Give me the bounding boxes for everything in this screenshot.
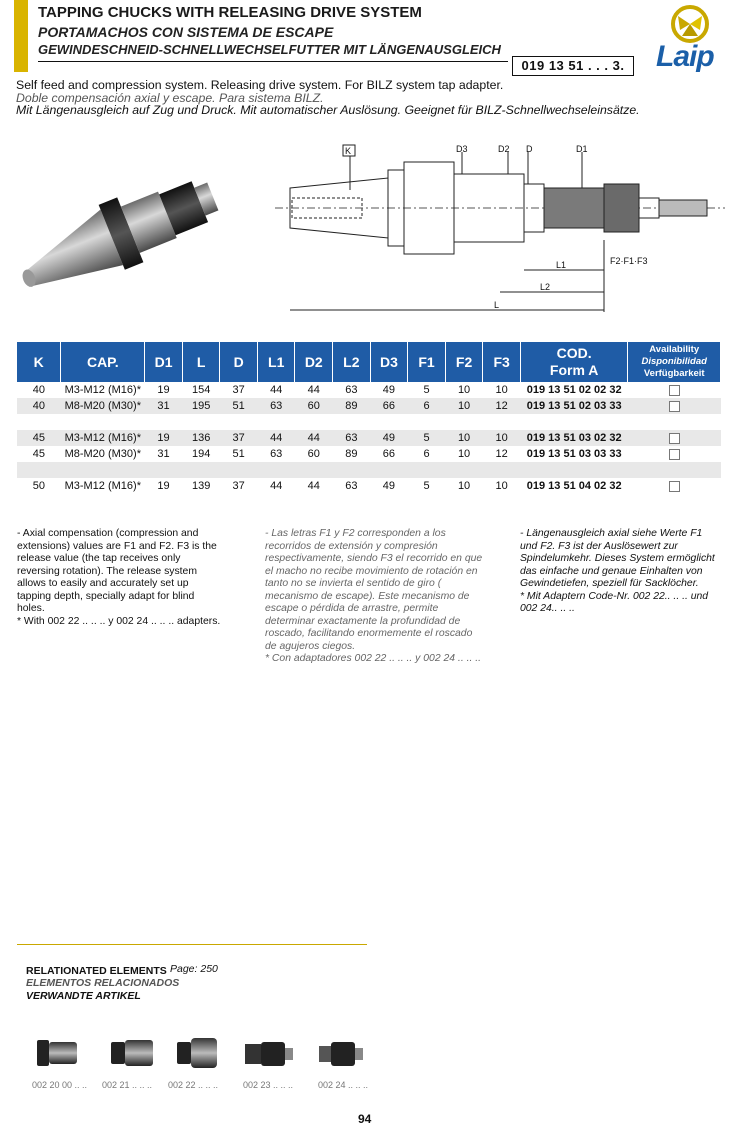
label-d2: D2 — [498, 144, 510, 154]
spacer-cell — [17, 462, 61, 478]
col-f2: F2 — [445, 342, 483, 382]
label-d: D — [526, 144, 533, 154]
cell-d: 37 — [220, 430, 257, 446]
table-row — [17, 382, 721, 398]
spacer-cell — [628, 462, 721, 478]
spacer-cell — [295, 462, 333, 478]
related-title-es: ELEMENTOS RELACIONADOS — [26, 977, 180, 989]
label-l1: L1 — [556, 260, 567, 270]
spacer-cell — [370, 414, 408, 430]
related-item-2-image — [111, 1040, 153, 1066]
related-page-ref: Page: 250 — [170, 963, 218, 975]
title-de: GEWINDESCHNEID-SCHNELLWECHSELFUTTER MIT LÄNGENAUSGLEICH — [38, 42, 501, 57]
cell-d: 37 — [232, 480, 245, 492]
related-item-3-code: 002 22 .. .. .. — [168, 1080, 219, 1090]
col-l2: L2 — [333, 342, 371, 382]
cell-f3: 10 — [495, 480, 508, 492]
cell-cap: M3-M12 (M16)* — [64, 480, 141, 492]
table-row — [17, 478, 721, 494]
col-d: D — [220, 342, 257, 382]
cell-d3: 49 — [382, 384, 396, 396]
spacer-cell — [370, 462, 408, 478]
availability-cell — [628, 478, 721, 494]
cell-f1: 5 — [408, 430, 446, 446]
description-en: Self feed and compression system. Releasing drive system. For BILZ system tap adapter. — [16, 78, 504, 92]
cell-d3: 49 — [370, 430, 408, 446]
related-item-1-image — [37, 1040, 77, 1066]
spacer-cell — [145, 462, 183, 478]
cell-code: 019 13 51 03 02 32 — [520, 430, 628, 446]
spacer-cell — [182, 414, 220, 430]
cell-cap: M3-M12 (M16)* — [64, 384, 141, 396]
label-d3: D3 — [456, 144, 468, 154]
cell-f3: 10 — [495, 384, 508, 396]
cell-d1: 19 — [145, 430, 183, 446]
avail-header-es: Disponibilidad — [641, 356, 707, 367]
cell-f1: 6 — [423, 448, 430, 460]
col-availability — [628, 342, 721, 382]
related-item-4-image — [245, 1042, 293, 1066]
technical-drawing — [270, 140, 730, 320]
spacer-cell — [445, 414, 483, 430]
availability-checkbox[interactable] — [669, 481, 680, 492]
col-f3: F3 — [483, 342, 521, 382]
col-d2: D2 — [295, 342, 333, 382]
spacer-cell — [257, 462, 295, 478]
cell-d3: 66 — [382, 448, 396, 460]
header-rule — [38, 61, 508, 62]
cod-header-line1: COD. — [556, 345, 592, 361]
table-header-row — [17, 342, 721, 382]
notes-es — [265, 528, 485, 666]
availability-checkbox[interactable] — [669, 433, 680, 444]
spacer-cell — [520, 414, 628, 430]
cell-l1: 63 — [257, 398, 295, 414]
col-d1: D1 — [145, 342, 183, 382]
cell-l: 139 — [191, 480, 211, 492]
cell-d: 51 — [220, 398, 257, 414]
spacer-cell — [295, 414, 333, 430]
cell-d2: 44 — [307, 480, 320, 492]
cell-k: 40 — [32, 384, 46, 396]
table-row — [17, 430, 721, 446]
availability-cell — [628, 430, 721, 446]
avail-header-de: Verfügbarkeit — [643, 368, 705, 379]
spacer-cell — [483, 414, 521, 430]
label-l: L — [494, 300, 500, 310]
cell-k: 45 — [32, 448, 46, 460]
cell-f1: 5 — [423, 384, 430, 396]
cell-code: 019 13 51 03 03 33 — [526, 448, 622, 460]
page-number: 94 — [358, 1112, 372, 1126]
table-spacer-row — [17, 462, 721, 478]
series-code: 019 13 51 . . . 3. — [512, 56, 634, 76]
title-es: PORTAMACHOS CON SISTEMA DE ESCAPE — [38, 24, 334, 40]
cell-d1: 31 — [157, 448, 170, 460]
cell-l2: 63 — [333, 430, 371, 446]
table-spacer-row — [17, 414, 721, 430]
cell-d1: 31 — [145, 398, 183, 414]
brand-name: Laip — [656, 40, 714, 73]
availability-cell — [628, 398, 721, 414]
cell-f1: 6 — [408, 398, 446, 414]
related-thumbnails — [35, 1032, 380, 1076]
cell-f2: 10 — [445, 430, 483, 446]
related-rule — [17, 944, 367, 945]
cell-f3: 12 — [483, 398, 521, 414]
cell-d: 37 — [232, 384, 245, 396]
related-item-1-code: 002 20 00 .. .. — [32, 1080, 88, 1090]
notes-en — [17, 528, 222, 628]
availability-checkbox[interactable] — [669, 449, 680, 460]
cell-l: 136 — [182, 430, 220, 446]
cell-d1: 19 — [157, 480, 170, 492]
cell-l: 194 — [191, 448, 211, 460]
spacer-cell — [145, 414, 183, 430]
spacer-cell — [408, 462, 446, 478]
cell-f2: 10 — [457, 384, 471, 396]
cell-l: 195 — [182, 398, 220, 414]
col-l: L — [182, 342, 220, 382]
availability-checkbox[interactable] — [669, 385, 680, 396]
avail-header-en: Availability — [649, 344, 700, 355]
spacer-cell — [257, 414, 295, 430]
spacer-cell — [220, 414, 257, 430]
related-title-en: RELATIONATED ELEMENTS — [26, 965, 167, 977]
cell-d2: 44 — [295, 430, 333, 446]
cell-k: 50 — [32, 480, 46, 492]
notes-en-adapters: * With 002 22 .. .. .. y 002 24 .. .. .. adapters. — [17, 615, 221, 627]
cell-d2: 60 — [295, 398, 333, 414]
cell-f3: 10 — [483, 430, 521, 446]
spacer-cell — [17, 414, 61, 430]
cell-d2: 44 — [307, 384, 320, 396]
availability-checkbox[interactable] — [669, 401, 680, 412]
notes-de — [520, 528, 720, 616]
spacer-cell — [61, 462, 145, 478]
description-de: Mit Längenausgleich auf Zug und Druck. Mit automatischer Auslösung. Geeignet für BILZ-Schnellwechseleinsätze. — [16, 103, 640, 117]
col-k: K — [17, 342, 61, 382]
spacer-cell — [408, 414, 446, 430]
related-item-5-code: 002 24 .. .. .. — [318, 1080, 369, 1090]
related-item-3-image — [177, 1038, 217, 1068]
cell-l1: 63 — [270, 448, 283, 460]
cell-d3: 66 — [370, 398, 408, 414]
spec-table — [17, 342, 721, 494]
col-l1: L1 — [257, 342, 295, 382]
col-f1: F1 — [408, 342, 446, 382]
related-item-2-code: 002 21 .. .. .. — [102, 1080, 153, 1090]
cell-f2: 10 — [445, 398, 483, 414]
spacer-cell — [483, 462, 521, 478]
cell-code: 019 13 51 04 02 32 — [526, 480, 622, 492]
cell-code: 019 13 51 02 03 33 — [520, 398, 628, 414]
spacer-cell — [182, 462, 220, 478]
spacer-cell — [520, 462, 628, 478]
spacer-cell — [333, 462, 371, 478]
cell-d: 51 — [232, 448, 245, 460]
notes-de-text: - Längenausgleich axial siehe Werte F1 und F2. F3 ist der Auslösewert zur Spindelumkehr. Dieses System ermöglicht das einfache und genaue Einhalten von Gewindetiefen, speziell für Sacklöcher. — [520, 528, 715, 589]
col-cap: CAP. — [61, 342, 145, 382]
cell-cap: M8-M20 (M30)* — [64, 448, 141, 460]
related-title-de: VERWANDTE ARTIKEL — [26, 990, 141, 1002]
cell-l1: 44 — [257, 430, 295, 446]
cell-k: 45 — [17, 430, 61, 446]
spacer-cell — [445, 462, 483, 478]
cell-f2: 10 — [457, 448, 471, 460]
cell-k: 40 — [17, 398, 61, 414]
description-es: Doble compensación axial y escape. Para sistema BILZ. — [16, 91, 324, 105]
label-f2f1f3: F2·F1·F3 — [610, 256, 648, 266]
cell-l2: 89 — [345, 448, 358, 460]
cell-d1: 19 — [157, 384, 170, 396]
cell-l2: 63 — [345, 384, 358, 396]
related-item-5-image — [319, 1042, 363, 1066]
cell-f2: 10 — [457, 480, 471, 492]
table-row — [17, 446, 721, 462]
spacer-cell — [61, 414, 145, 430]
label-l2: L2 — [540, 282, 551, 292]
product-photo — [8, 168, 223, 288]
cell-f3: 12 — [495, 448, 508, 460]
cell-l2: 63 — [345, 480, 358, 492]
availability-cell — [628, 446, 721, 462]
spacer-cell — [220, 462, 257, 478]
cell-l1: 44 — [270, 480, 283, 492]
notes-es-text: - Las letras F1 y F2 corresponden a los recorridos de extensión y compresión respectivamente, siendo F3 el recorrido en que el macho no recibe movimiento de rotación en tanto no se invierta el sentido de giro ( mecanismo de escape). Este mecanismo de escape o pérdida de arrastre, permite determinar exactamente la profundidad de roscado, facilitando enormemente el roscado de agujeros ciegos. — [265, 528, 483, 652]
table-row — [17, 398, 721, 414]
title-en: TAPPING CHUCKS WITH RELEASING DRIVE SYSTEM — [38, 4, 422, 21]
cell-cap: M8-M20 (M30)* — [61, 398, 145, 414]
cod-header-line2: Form A — [549, 362, 599, 378]
cell-l: 154 — [191, 384, 211, 396]
spacer-cell — [333, 414, 371, 430]
notes-de-adapters: * Mit Adaptern Code-Nr. 002 22.. .. .. und 002 24.. .. .. — [520, 590, 709, 614]
cell-d2: 60 — [307, 448, 320, 460]
cell-code: 019 13 51 02 02 32 — [526, 384, 622, 396]
spacer-cell — [628, 414, 721, 430]
cell-f1: 5 — [423, 480, 430, 492]
cell-l2: 89 — [333, 398, 371, 414]
notes-en-text: - Axial compensation (compression and extensions) values are F1 and F2. F3 is the release value (the tap receives only reversing rotation). The release system allows to easily and accurately set up tapping depth, specially adapt for blind holes. — [17, 528, 217, 614]
header-accent-bar — [14, 0, 28, 72]
availability-cell — [628, 382, 721, 398]
col-d3: D3 — [370, 342, 408, 382]
related-item-4-code: 002 23 .. .. .. — [243, 1080, 294, 1090]
cell-cap: M3-M12 (M16)* — [61, 430, 145, 446]
col-cod — [520, 342, 628, 382]
label-k: K — [345, 146, 352, 156]
cell-l1: 44 — [270, 384, 283, 396]
notes-es-adapters: * Con adaptadores 002 22 .. .. .. y 002 24 .. .. .. — [265, 653, 482, 664]
laip-logo-icon — [668, 4, 712, 44]
label-d1: D1 — [576, 144, 588, 154]
cell-d3: 49 — [382, 480, 396, 492]
